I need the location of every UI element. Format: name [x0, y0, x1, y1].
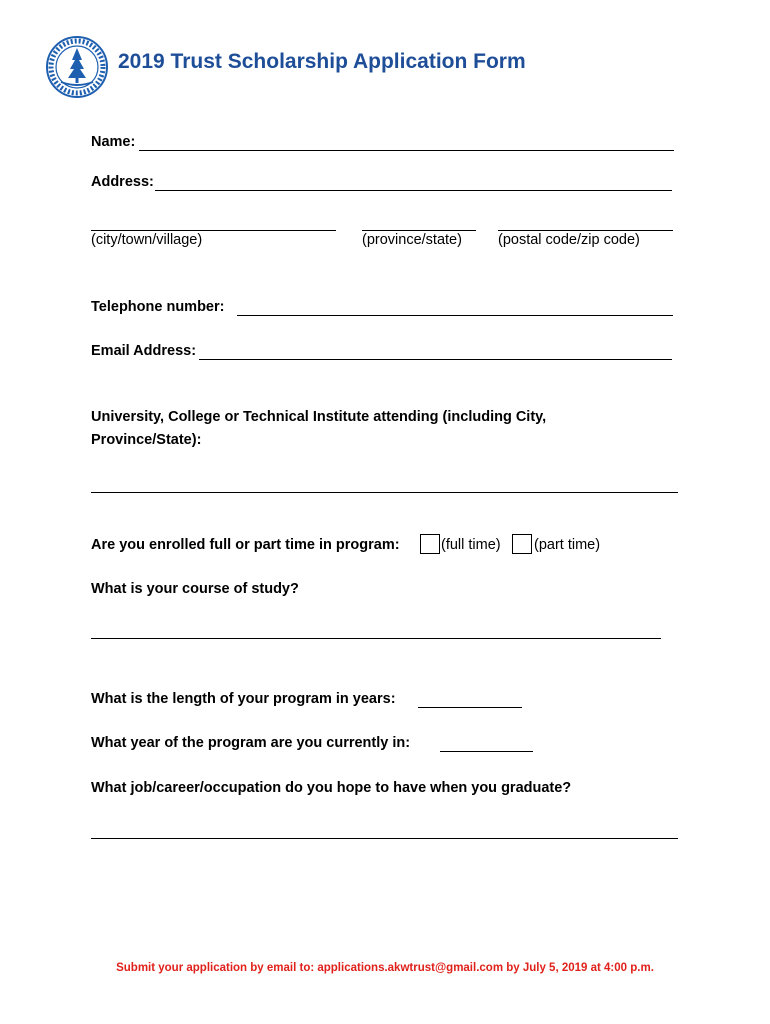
career-question: What job/career/occupation do you hope to have when you graduate? [91, 780, 572, 796]
part-time-checkbox[interactable] [512, 534, 532, 554]
telephone-label: Telephone number: [91, 299, 225, 315]
submission-note: Submit your application by email to: applications.akwtrust@gmail.com by July 5, 2019 at 4:00 p.m. [116, 962, 654, 974]
city-field[interactable] [91, 230, 336, 231]
full-time-checkbox[interactable] [420, 534, 440, 554]
course-question: What is your course of study? [91, 581, 299, 597]
postal-code-field[interactable] [498, 230, 673, 231]
crest-logo-icon [46, 36, 108, 98]
part-time-label: (part time) [534, 537, 601, 553]
length-field[interactable] [418, 707, 522, 708]
page-title: 2019 Trust Scholarship Application Form [118, 50, 526, 73]
name-label: Name: [91, 134, 136, 150]
province-caption: (province/state) [362, 232, 462, 248]
city-caption: (city/town/village) [91, 232, 203, 248]
year-field[interactable] [440, 751, 533, 752]
institution-field[interactable] [91, 492, 678, 493]
enrollment-question: Are you enrolled full or part time in program: [91, 537, 400, 553]
year-question: What year of the program are you currently in: [91, 735, 411, 751]
telephone-field[interactable] [237, 315, 673, 316]
address-field[interactable] [155, 190, 672, 191]
length-question: What is the length of your program in years: [91, 691, 396, 707]
email-label: Email Address: [91, 343, 197, 359]
institution-question-line2: Province/State): [91, 432, 202, 448]
institution-question: University, College or Technical Institute attending (including City, [91, 409, 547, 425]
postal-caption: (postal code/zip code) [498, 232, 640, 248]
address-label: Address: [91, 174, 154, 190]
career-field[interactable] [91, 838, 678, 839]
email-field[interactable] [199, 359, 672, 360]
course-field[interactable] [91, 638, 661, 639]
full-time-label: (full time) [441, 537, 501, 553]
province-field[interactable] [362, 230, 476, 231]
name-field[interactable] [139, 150, 674, 151]
